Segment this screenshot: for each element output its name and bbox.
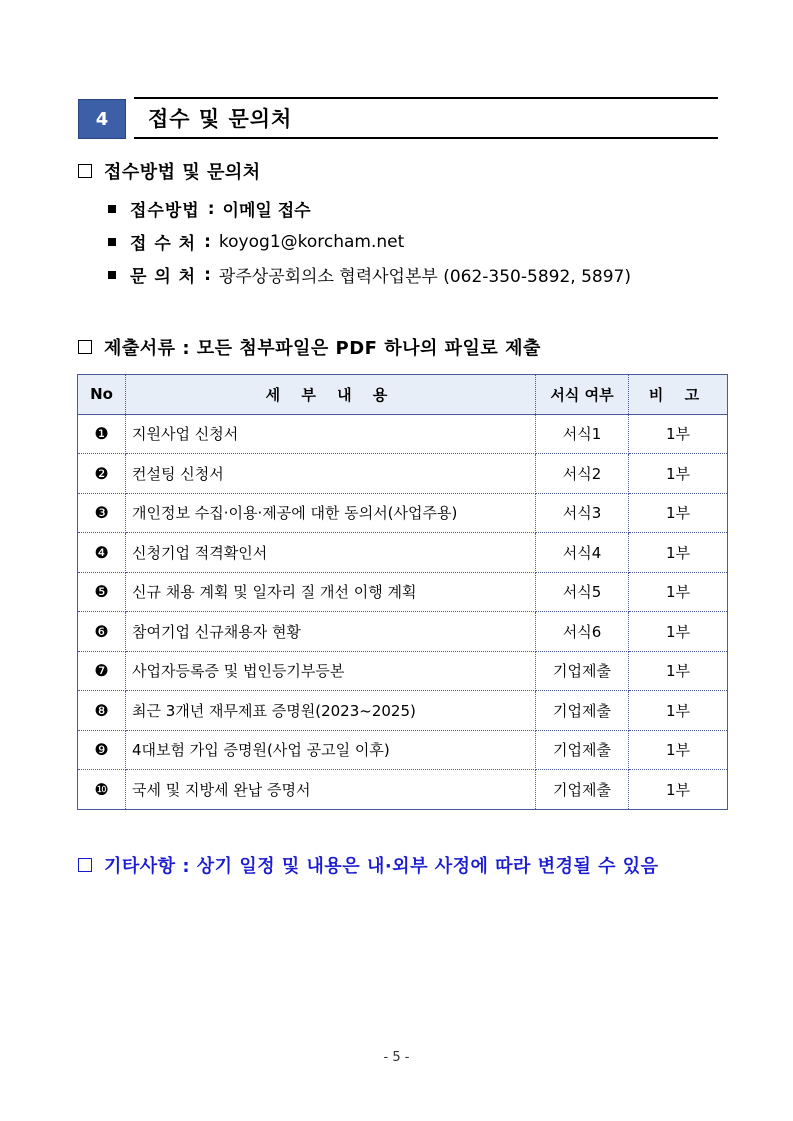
row-description: 참여기업 신규채용자 현황 xyxy=(126,612,536,652)
row-description: 컨설팅 신청서 xyxy=(126,454,536,494)
table-row xyxy=(78,730,728,770)
contact-label: 접수방법 xyxy=(130,201,200,221)
row-note: 1부 xyxy=(629,533,728,573)
row-number: ❸ xyxy=(78,493,126,533)
documents-heading-text: 제출서류 : 모든 첨부파일은 PDF 하나의 파일로 제출 xyxy=(104,338,541,359)
table-row xyxy=(78,414,728,454)
row-form: 서식5 xyxy=(536,572,629,612)
row-form: 기업제출 xyxy=(536,691,629,731)
contact-item-inquiry xyxy=(108,262,631,287)
row-description: 신청기업 적격확인서 xyxy=(126,533,536,573)
contact-item-method xyxy=(108,196,311,221)
row-number: ❺ xyxy=(78,572,126,612)
table-row xyxy=(78,572,728,612)
row-note: 1부 xyxy=(629,454,728,494)
row-form: 서식2 xyxy=(536,454,629,494)
contact-separator: : xyxy=(204,264,211,285)
row-note: 1부 xyxy=(629,414,728,454)
row-number: ❽ xyxy=(78,691,126,731)
contact-label: 접 수 처 xyxy=(130,234,197,254)
checkbox-square-icon xyxy=(78,858,92,872)
row-note: 1부 xyxy=(629,651,728,691)
notice-line xyxy=(78,852,659,878)
row-number: ❶ xyxy=(78,414,126,454)
row-number: ❿ xyxy=(78,770,126,810)
section-title: 접수 및 문의처 xyxy=(148,107,293,131)
documents-table xyxy=(77,374,728,810)
row-number: ❼ xyxy=(78,651,126,691)
row-note: 1부 xyxy=(629,691,728,731)
square-bullet-icon xyxy=(108,205,116,213)
row-number: ❻ xyxy=(78,612,126,652)
row-form: 기업제출 xyxy=(536,730,629,770)
contact-label: 문 의 처 xyxy=(130,267,197,287)
square-bullet-icon xyxy=(108,271,116,279)
contact-item-receiver xyxy=(108,229,404,254)
row-description: 개인정보 수집·이용·제공에 대한 동의서(사업주용) xyxy=(126,493,536,533)
section-header xyxy=(78,97,718,139)
contact-email[interactable]: koyog1@korcham.net xyxy=(218,231,405,252)
row-form: 서식3 xyxy=(536,493,629,533)
checkbox-square-icon xyxy=(78,164,92,178)
table-row xyxy=(78,454,728,494)
notice-text: 기타사항 : 상기 일정 및 내용은 내·외부 사정에 따라 변경될 수 있음 xyxy=(104,856,659,877)
col-header-form: 서식 여부 xyxy=(536,375,629,415)
contact-heading xyxy=(78,158,261,184)
row-note: 1부 xyxy=(629,572,728,612)
row-form: 기업제출 xyxy=(536,651,629,691)
row-note: 1부 xyxy=(629,493,728,533)
row-form: 서식6 xyxy=(536,612,629,652)
section-top-rule xyxy=(134,97,718,99)
row-form: 서식4 xyxy=(536,533,629,573)
col-header-no: No xyxy=(78,375,126,415)
row-note: 1부 xyxy=(629,770,728,810)
documents-heading xyxy=(78,334,541,360)
page-number: - 5 - xyxy=(383,1050,410,1065)
table-header-row xyxy=(78,375,728,415)
row-number: ❾ xyxy=(78,730,126,770)
square-bullet-icon xyxy=(108,238,116,246)
table-row xyxy=(78,493,728,533)
contact-value: 광주상공회의소 협력사업본부 (062-350-5892, 5897) xyxy=(218,267,631,287)
col-header-note: 비 고 xyxy=(629,375,728,415)
contact-heading-text: 접수방법 및 문의처 xyxy=(104,162,261,183)
section-bottom-rule xyxy=(134,137,718,139)
contact-separator: : xyxy=(207,198,215,219)
row-description: 국세 및 지방세 완납 증명서 xyxy=(126,770,536,810)
table-row xyxy=(78,612,728,652)
row-form: 서식1 xyxy=(536,414,629,454)
checkbox-square-icon xyxy=(78,340,92,354)
row-note: 1부 xyxy=(629,730,728,770)
row-form: 기업제출 xyxy=(536,770,629,810)
row-description: 지원사업 신청서 xyxy=(126,414,536,454)
row-description: 최근 3개년 재무제표 증명원(2023~2025) xyxy=(126,691,536,731)
row-number: ❷ xyxy=(78,454,126,494)
table-row xyxy=(78,770,728,810)
contact-separator: : xyxy=(204,231,211,252)
row-number: ❹ xyxy=(78,533,126,573)
table-row xyxy=(78,533,728,573)
table-row xyxy=(78,691,728,731)
row-description: 사업자등록증 및 법인등기부등본 xyxy=(126,651,536,691)
table-row xyxy=(78,651,728,691)
section-number: 4 xyxy=(78,99,126,139)
row-description: 신규 채용 계획 및 일자리 질 개선 이행 계획 xyxy=(126,572,536,612)
row-description: 4대보험 가입 증명원(사업 공고일 이후) xyxy=(126,730,536,770)
row-note: 1부 xyxy=(629,612,728,652)
contact-value: 이메일 접수 xyxy=(222,201,311,221)
col-header-desc: 세 부 내 용 xyxy=(126,375,536,415)
